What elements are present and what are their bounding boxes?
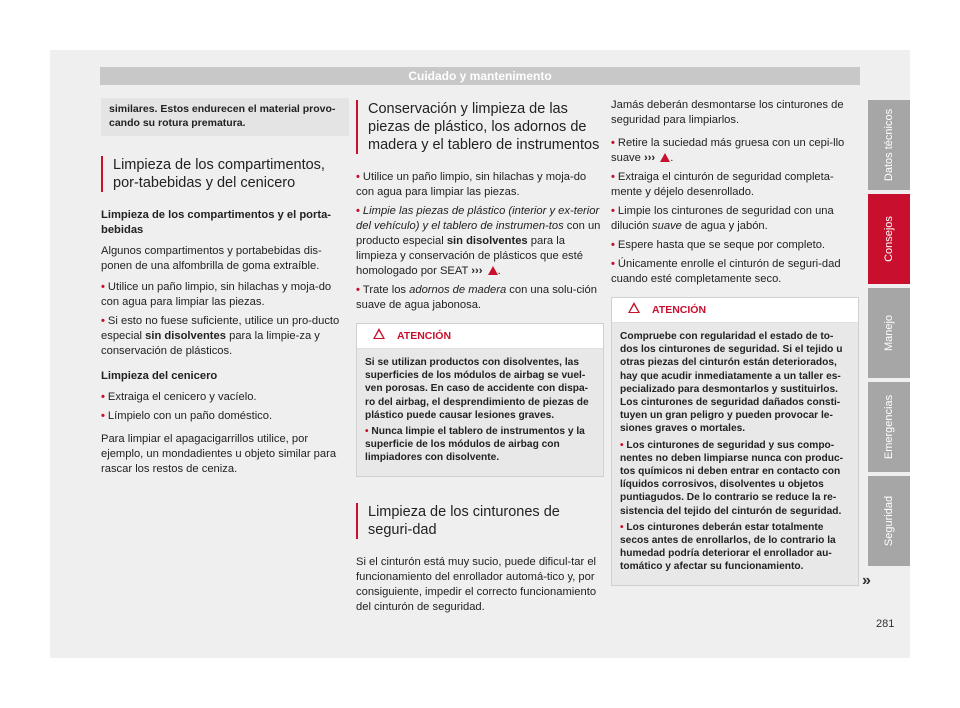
caution-continuation: similares. Estos endurecen el material provo-cando su rotura prematura.: [101, 98, 349, 136]
bullet-icon: •: [101, 410, 105, 422]
bullet-icon: •: [356, 284, 360, 296]
bullet-icon: •: [101, 315, 105, 327]
list-item: • Retire la suciedad más gruesa con un cepi-llo suave ››› .: [611, 137, 845, 164]
warning-icon: [628, 302, 640, 313]
column-3: [611, 98, 859, 600]
list-item: • Espere hasta que se seque por completo.: [611, 239, 826, 251]
list-item: • Trate los adornos de madera con una solu-ción suave de agua jabonosa.: [356, 284, 597, 311]
section-heading-plastics: Conservación y limpieza de las piezas de plástico, los adornos de madera y el tablero de instrumentos: [356, 100, 604, 154]
tab-consejos[interactable]: Consejos: [868, 194, 910, 284]
list-item: • Si esto no fuese suficiente, utilice un pro-ducto especial sin disolventes para la limpie-za y conservación de plásticos.: [101, 315, 340, 357]
warning-title: ATENCIÓN: [612, 298, 858, 323]
bullet-icon: •: [611, 137, 615, 149]
warning-body: Compruebe con regularidad el estado de to-dos los cinturones de seguridad. Si el tejido u otras piezas del cinturón están deteriorados, hay que acudir inmediatamente a un taller es-pecializado para desmontarlos y sustituirlos. Los cinturones de seguridad dañados consti-tuyen un gran peligro y pueden provocar le-siones graves o mortales. • Los cinturones de seguridad y sus compo-nentes no deben limpiarse nunca con produc-tos químicos ni deben entrar en contacto con líquidos corrosivos, disolventes u objetos puntiagudos. De lo contrario se reduce la re-sistencia del tejido del cinturón de seguridad. • Los cinturones deberán estar totalmente secos antes de enrollarlos, de lo contrario la humedad podría deteriorar el enrollador au-tomático y afectar su funcionamiento.: [612, 323, 858, 585]
warning-box: [611, 297, 859, 586]
bullet-icon: •: [356, 171, 360, 183]
tab-manejo[interactable]: Manejo: [868, 288, 910, 378]
bullet-icon: •: [611, 171, 615, 183]
continue-arrow-icon: »: [862, 572, 871, 589]
list-item: • Límpielo con un paño doméstico.: [101, 410, 273, 422]
list-item: • Extraiga el cenicero y vacíelo.: [101, 391, 257, 403]
warning-icon: [660, 153, 670, 162]
list-item: • Extraiga el cinturón de seguridad completa-mente y déjelo desenrollado.: [611, 171, 834, 198]
bullet-icon: •: [620, 521, 627, 533]
column-1: [101, 98, 349, 483]
warning-icon: [373, 328, 385, 339]
warning-box: [356, 323, 604, 477]
bullet-icon: •: [611, 239, 615, 251]
list-item: • Utilice un paño limpio, sin hilachas y moja-do con agua para limpiar las piezas.: [101, 281, 332, 308]
paragraph: Para limpiar el apagacigarrillos utilice, por ejemplo, un mondadientes u objeto similar para rascar los restos de ceniza.: [101, 433, 337, 475]
cross-reference-arrow[interactable]: ›››: [471, 265, 483, 277]
page-number: 281: [876, 618, 895, 630]
bullet-icon: •: [611, 258, 615, 270]
cross-reference-arrow[interactable]: ›››: [643, 152, 656, 164]
side-tabs: [868, 100, 910, 570]
paragraph: Jamás deberán desmontarse los cinturones de seguridad para limpiarlos.: [611, 99, 844, 126]
bullet-icon: •: [365, 426, 372, 438]
bullet-icon: •: [620, 439, 627, 451]
warning-body: Si se utilizan productos con disolventes, las superficies de los módulos de airbag se vuel-ven porosas. En caso de accidente con dispa-ro del airbag, el desprendimiento de piezas de plástico puede causar lesiones graves. • Nunca limpie el tablero de instrumentos y la superficie de los módulos de airbag con limpiadores con disolvente.: [357, 349, 603, 476]
bullet-icon: •: [356, 205, 360, 217]
tab-datos-tecnicos[interactable]: Datos técnicos: [868, 100, 910, 190]
bullet-icon: •: [101, 391, 105, 403]
list-item: • Únicamente enrolle el cinturón de seguri-dad cuando esté completamente seco.: [611, 258, 841, 285]
list-item: • Utilice un paño limpio, sin hilachas y moja-do con agua para limpiar las piezas.: [356, 171, 587, 198]
list-item: • Limpie los cinturones de seguridad con una dilución suave de agua y jabón.: [611, 205, 834, 232]
warning-icon: [488, 266, 498, 275]
paragraph: Algunos compartimentos y portabebidas dis-ponen de una alfombrilla de goma extraíble.: [101, 245, 322, 272]
paragraph: Si el cinturón está muy sucio, puede dificul-tar el funcionamiento del enrollador automá-tico y, por consiguiente, impedir el correcto funcionamiento del cinturón de seguridad.: [356, 555, 597, 613]
column-2: [356, 98, 604, 621]
list-item: • Limpie las piezas de plástico (interior y ex-terior del vehículo) y el tablero de instrumen-tos con un producto especial sin disolventes para la limpieza y conservación de plásticos que esté homologado por SEAT ››› .: [356, 205, 601, 277]
page-header: Cuidado y mantenimento: [100, 67, 860, 85]
section-heading-seatbelts: Limpieza de los cinturones de seguri-dad: [356, 503, 604, 539]
bullet-icon: •: [611, 205, 615, 217]
bullet-icon: •: [101, 281, 105, 293]
tab-seguridad[interactable]: Seguridad: [868, 476, 910, 566]
section-heading-compartments: Limpieza de los compartimentos, por-tabebidas y del cenicero: [101, 156, 349, 192]
tab-emergencias[interactable]: Emergencias: [868, 382, 910, 472]
subheading-compartments: Limpieza de los compartimentos y el porta-bebidas: [101, 209, 332, 236]
subheading-ashtray: Limpieza del cenicero: [101, 370, 218, 382]
warning-title: ATENCIÓN: [357, 324, 603, 349]
